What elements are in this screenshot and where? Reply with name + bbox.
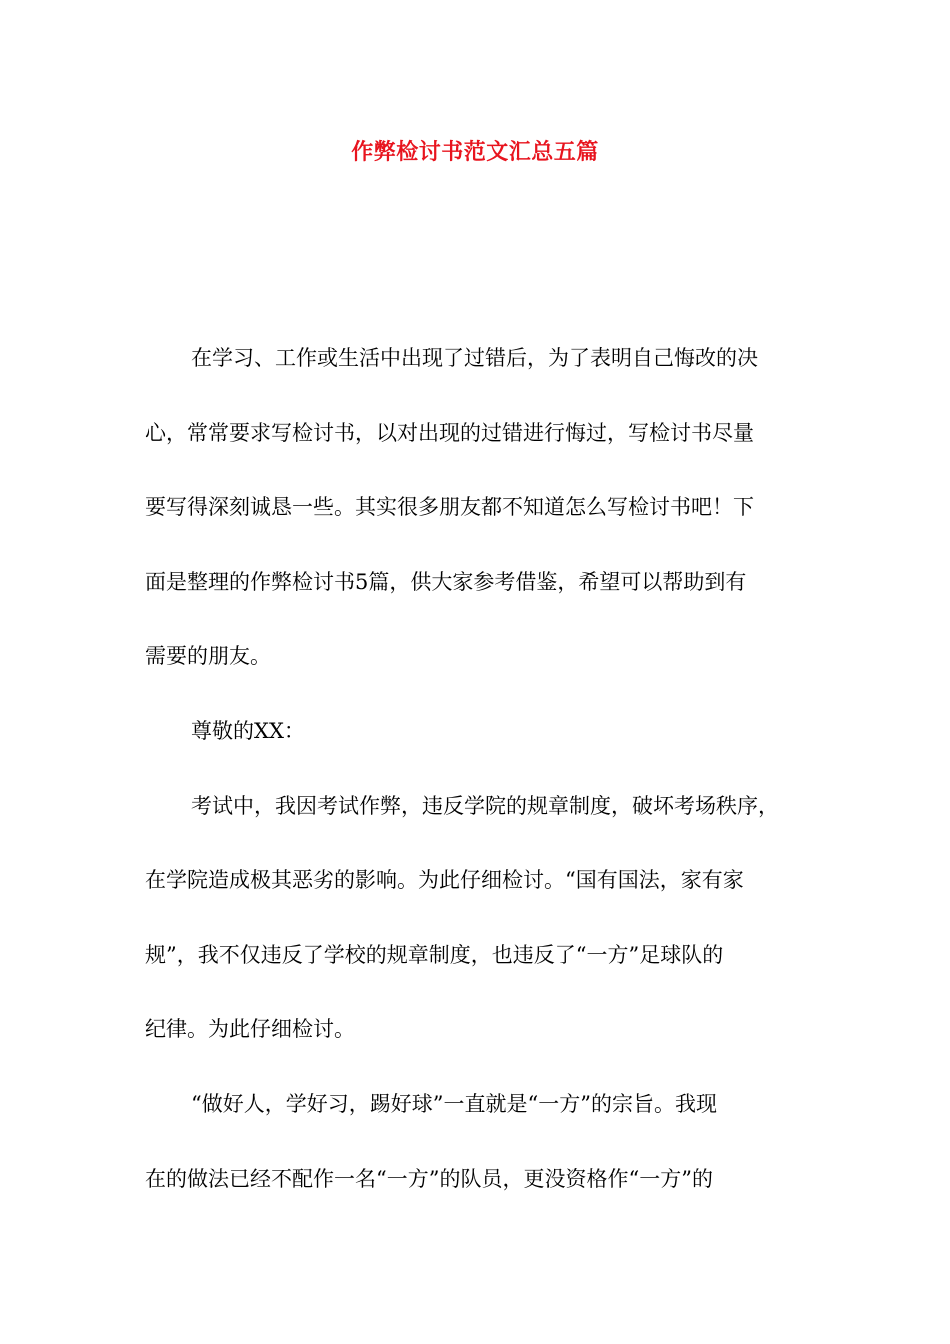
paragraph-line: “做好人，学好习，踢好球”一直就是“一方”的宗旨。我现 [191,1091,717,1116]
paragraph-line: 面是整理的作弊检讨书5篇，供大家参考借鉴，希望可以帮助到有 [145,569,747,594]
paragraph-body-1 [145,769,810,1067]
paragraph-line: 尊敬的XX： [191,718,305,743]
document-title: 作弊检讨书范文汇总五篇 [351,139,599,165]
paragraph-line: 在学院造成极其恶劣的影响。为此仔细检讨。“国有国法，家有家 [145,868,744,893]
paragraph-body-2 [145,1067,810,1216]
paragraph-line: 规”，我不仅违反了学校的规章制度，也违反了“一方”足球队的 [145,942,724,967]
paragraph-line: 在的做法已经不配作一名“一方”的队员，更没资格作“一方”的 [145,1166,713,1191]
paragraph-intro [145,321,810,694]
paragraph-line: 需要的朋友。 [145,644,271,669]
paragraph-salutation [145,694,810,769]
paragraph-line: 考试中，我因考试作弊，违反学院的规章制度，破坏考场秩序， [191,793,779,818]
document-body [145,321,810,1216]
paragraph-line: 纪律。为此仔细检讨。 [145,1017,355,1042]
paragraph-line: 要写得深刻诚恳一些。其实很多朋友都不知道怎么写检讨书吧！下 [145,495,754,520]
paragraph-line: 在学习、工作或生活中出现了过错后，为了表明自己悔改的决 [191,346,758,370]
paragraph-line: 心，常常要求写检讨书，以对出现的过错进行悔过，写检讨书尽量 [145,420,754,445]
